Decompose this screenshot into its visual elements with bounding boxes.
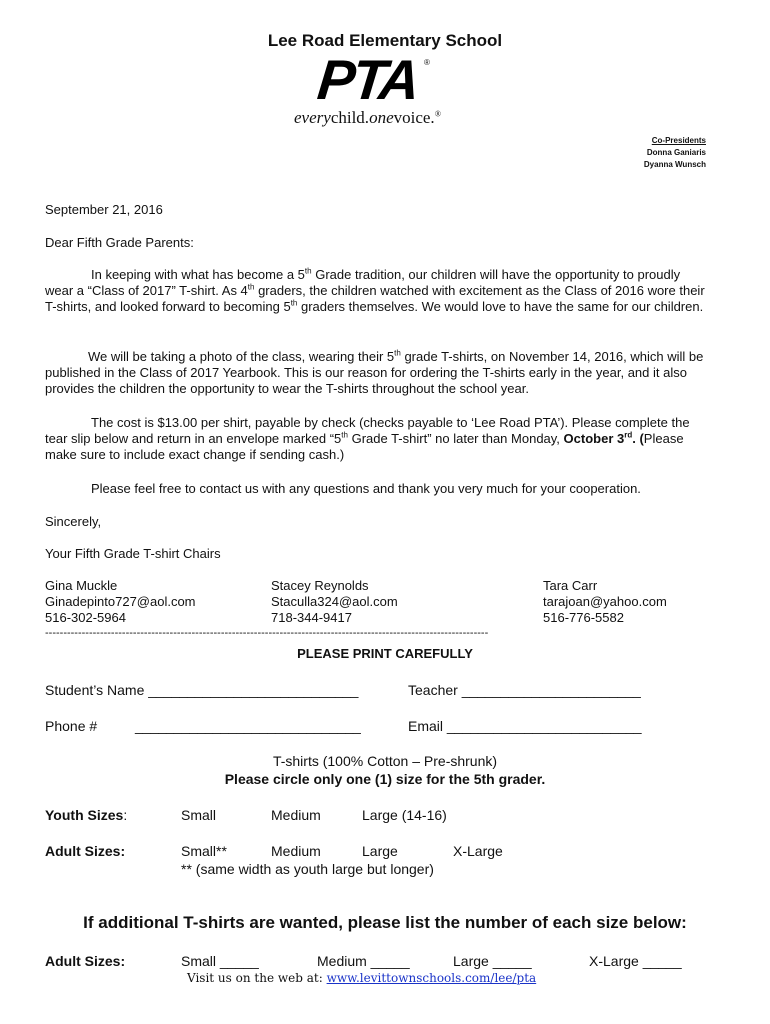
paragraph-2: We will be taking a photo of the class, wearing their 5th grade T-shirts, on November 14, 2016, which will be published in the Class of 2017 Yearbook. This is our reason for ordering the T-shirts early in the year, and it also provides the children the opportunity to wear the T-shirts throughout the school year. [45,348,704,396]
tagline-one: one [369,108,394,127]
letter-salutation: Dear Fifth Grade Parents: [45,235,194,250]
contact-name: Gina Muckle [45,578,118,593]
pta-logo: PTA [314,48,421,111]
adult-sizes-label: Adult Sizes: [45,843,126,859]
additional-shirts-heading: If additional T-shirts are wanted, please list the number of each size below: [83,913,687,932]
email-field[interactable]: Email _________________________ [408,718,642,734]
contact-phone: 516-302-5964 [45,610,126,625]
size-option-adult-small[interactable]: Small** [181,843,227,859]
paragraph-3: The cost is $13.00 per shirt, payable by check (checks payable to ‘Lee Road PTA’). Please complete the tear slip below and return in an envelope marked “5th Grade T-shirt” no later than Monday, October 3rd. (Please make sure to include exact change if sending cash.) [45,415,690,462]
tshirt-description: T-shirts (100% Cotton – Pre-shrunk) [272,753,498,769]
co-president-name: Dyanna Wunsch [643,160,706,169]
co-president-name: Donna Ganiaris [646,148,706,157]
additional-small-field[interactable]: Small _____ [181,953,259,969]
pta-logo-registered-mark: ® [424,58,430,67]
contact-email: Staculla324@aol.com [271,594,398,609]
adult-size-note: ** (same width as youth large but longer) [181,861,434,877]
letter-signature: Your Fifth Grade T-shirt Chairs [45,546,221,561]
additional-medium-field[interactable]: Medium _____ [317,953,410,969]
student-name-field[interactable]: Student’s Name ___________________________ [45,682,359,698]
size-option-adult-large[interactable]: Large [362,843,398,859]
youth-sizes-label: Youth Sizes: [45,807,128,823]
pta-tagline [294,108,441,128]
letter-closing: Sincerely, [45,514,102,529]
size-option-adult-medium[interactable]: Medium [271,843,321,859]
phone-label: Phone # [45,718,98,734]
contact-email: Ginadepinto727@aol.com [45,594,196,609]
phone-field[interactable]: _____________________________ [135,718,361,734]
letter-date: September 21, 2016 [45,202,163,217]
circle-instruction: Please circle only one (1) size for the 5th grader. [224,771,546,787]
contact-card [543,578,667,626]
teacher-field[interactable]: Teacher _______________________ [408,682,641,698]
co-presidents-title: Co-Presidents [651,136,706,145]
footer-website-link[interactable]: www.levittownschools.com/lee/pta [326,971,537,985]
size-option-youth-small[interactable]: Small [181,807,217,823]
contact-email: tarajoan@yahoo.com [543,594,667,609]
tear-line: ------------------------------------------------------------------------------------------------------------------------- [45,627,489,639]
additional-xlarge-field[interactable]: X-Large _____ [589,953,682,969]
contact-card [271,578,398,626]
school-name: Lee Road Elementary School [267,31,503,50]
contact-name: Tara Carr [543,578,598,593]
tagline-every: every [294,108,331,127]
size-option-youth-large[interactable]: Large (14-16) [362,807,447,823]
tagline-child: child. [330,108,370,127]
paragraph-1: In keeping with what has become a 5th Grade tradition, our children will have the opportunity to proudly wear a “Class of 2017” T-shirt. As 4th graders, the children watched with excitement as the Class of 2016 wore their T-shirts, and looked forward to becoming 5th graders themselves. We would love to have the same for our children. [45,266,705,314]
co-presidents [644,135,706,171]
tagline-voice: voice. [393,108,435,127]
paragraph-4: Please feel free to contact us with any questions and thank you very much for your cooperation. [91,481,641,496]
additional-large-field[interactable]: Large _____ [453,953,532,969]
slip-heading: PLEASE PRINT CAREFULLY [297,646,473,661]
size-option-adult-xlarge[interactable]: X-Large [453,843,503,859]
contact-name: Stacey Reynolds [271,578,369,593]
contact-card [45,578,196,626]
size-option-youth-medium[interactable]: Medium [271,807,321,823]
contact-phone: 516-776-5582 [543,610,624,625]
tagline-registered-mark: ® [434,109,441,119]
footer-text: Visit us on the web at: [187,971,327,985]
contact-phone: 718-344-9417 [271,610,352,625]
additional-adult-sizes-label: Adult Sizes: [45,953,126,969]
footer [187,971,536,985]
